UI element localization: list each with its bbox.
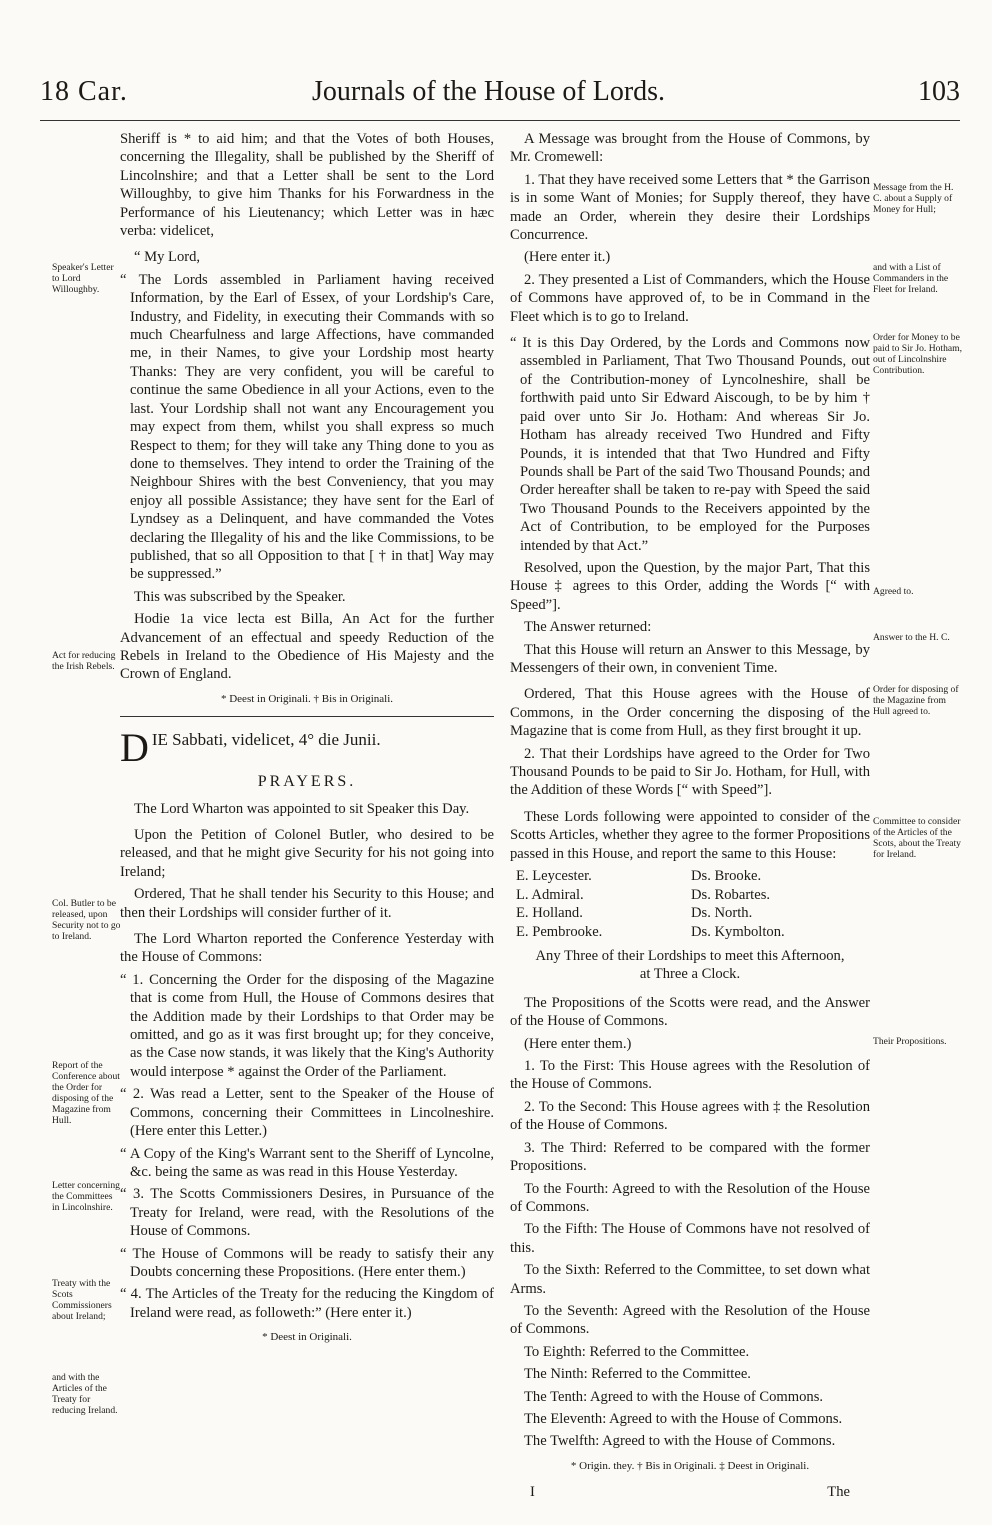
paragraph: Ordered, That this House agrees with the House of Commons, in the Order concerning the disposing of the Magazine that is come from Hull, as they first brought it up. — [510, 686, 870, 740]
paragraph: 2. That their Lordships have agreed to the Order for Two Thousand Pounds to be paid to Sir Jo. Hotham, for Hull, with the Addition of these Words [“ with Speed”]. — [510, 745, 870, 799]
paragraph: “ 2. Was read a Letter, sent to the Speaker of the House of Commons, concerning their Committees in Lincolneshire. (Here enter this Letter.) — [120, 1086, 494, 1140]
paragraph: The Eleventh: Agreed to with the House of Commons. — [524, 1410, 843, 1427]
footnote: * Deest in Originali. — [262, 1331, 352, 1344]
paragraph: Upon the Petition of Colonel Butler, who desired to be released, and that he might give Security for his not going into Ireland; — [120, 827, 494, 880]
paragraph: “ 1. Concerning the Order for the disposing of the Magazine that is come from Hull, the House of Commons desires that the Addition made by their Lordships to that Order may be omitted, and go as it was first brought up; for they conceive, as the Case now stands, it was likely that the King's Authority would interpose * against the Order of the Parliament. — [120, 971, 494, 1080]
paragraph: The Tenth: Agreed to with the House of Commons. — [524, 1388, 824, 1405]
paragraph: These Lords following were appointed to consider of the Scotts Articles, whether they agree to the former Propositions passed in this House, and report the same to this House: — [510, 808, 870, 862]
header-rule — [40, 120, 960, 121]
margin-note: Act for reducing the Irish Rebels. — [52, 650, 116, 672]
margin-note: Letter concerning the Committees in Lincolnshire. — [52, 1180, 120, 1213]
paragraph: This was subscribed by the Speaker. — [134, 588, 346, 605]
committee-member: E. Leycester. — [516, 868, 592, 885]
letter-salutation: “ My Lord, — [134, 249, 201, 266]
paragraph: “ The House of Commons will be ready to satisfy their any Doubts concerning these Propositions. (Here enter them.) — [120, 1245, 494, 1280]
margin-note: Agreed to. — [873, 586, 914, 597]
page-foot — [510, 1483, 870, 1501]
page-number: 103 — [918, 76, 960, 107]
paragraph: The Answer returned: — [524, 619, 652, 636]
prayers-heading: PRAYERS. — [257, 773, 357, 791]
letter-body: “ The Lords assembled in Parliament having received Information, by the Earl of Essex, of your Lordship's Care, Industry, and Fidelity, in executing their Commands with so much Chearfulness and large Affections, have commanded me, in their Names, to give your Lordship most hearty Thanks: They are very confident, you will be careful to continue the same Obedience in all your Actions, even to the last. Your Lordship shall not want any Encouragement you may expect from them, whilst you shall express so much Respect to them; for they will take any Thing done to you as done to themselves. They intend to order the Training of the Neighbour Shires with the best Conveniency, that you may enjoy all possible Assistance; they have sent for the Earl of Lyndsey as a Delinquent, and have commanded the Votes declaring the Illegality of his and the like Commissions, to be published, that so all Opposition to that [ † in that] Way may be suppressed.” — [120, 271, 494, 583]
paragraph: The Twelfth: Agreed to with the House of Commons. — [524, 1433, 836, 1450]
committee-barons — [691, 867, 866, 941]
margin-note: Order for Money to be paid to Sir Jo. Hotham, out of Lincolnshire Contribution. — [873, 332, 963, 376]
catchword: The — [827, 1484, 850, 1501]
paragraph: A Message was brought from the House of Commons, by Mr. Cromewell: — [510, 131, 870, 166]
paragraph: The Lord Wharton reported the Conference Yesterday with the House of Commons: — [120, 931, 494, 966]
committee-member: Ds. North. — [691, 905, 753, 922]
footnote: * Deest in Originali. † Bis in Originali. — [220, 692, 393, 705]
committee-member: Ds. Robartes. — [691, 886, 771, 903]
paragraph: The Lord Wharton was appointed to sit Speaker this Day. — [134, 800, 470, 817]
section-rule — [120, 716, 494, 717]
paragraph: 3. The Third: Referred to be compared with the former Propositions. — [510, 1139, 870, 1175]
committee-member: E. Pembrooke. — [516, 923, 603, 940]
committee-member: L. Admiral. — [516, 886, 584, 903]
running-title: Journals of the House of Lords. — [312, 76, 666, 107]
margin-note: Message from the H. C. about a Supply of Money for Hull; — [873, 182, 954, 215]
paragraph: To Eighth: Referred to the Committee. — [524, 1343, 750, 1360]
margin-note: and with a List of Commanders in the Fleet for Ireland. — [873, 262, 949, 295]
margin-note: Answer to the H. C. — [873, 632, 950, 643]
paragraph: Sheriff is * to aid him; and that the Votes of both Houses, concerning the Illegality, shall be published by the Sheriff of Lincolnshire; and that a Letter shall be sent to the Lord Willoughby, to give him Thanks for his Forwardness in the Performance of his Lieutenancy; which Letter was in hæc verba: videlicet, — [120, 131, 494, 240]
paragraph: That this House will return an Answer to this Message, by Messengers of their own, in convenient Time. — [510, 641, 870, 676]
margin-note: Committee to consider of the Articles of the Scots, about the Treaty for Ireland. — [873, 816, 961, 860]
order-text: “ It is this Day Ordered, by the Lords and Commons now assembled in Parliament, That Two Thousand Pounds, out of the Contribution-money of Lyncolneshire, shall be forthwith paid unto Sir Edward Aiscough, to be by him † paid over unto Sir Jo. Hotham: And whereas Sir Jo. Hotham has already received Two Hundred and Fifty Pounds, it is intended that that Two Hundred and Fifty Pounds shall be Part of the said Two Thousand Pounds; and Order hereafter shall be taken to re-pay with Speed the said Two Thousand Pounds to the Receivers appointed by the Act of Contribution, to be employed for the Purposes intended by that Act.” — [510, 335, 870, 554]
committee-member: Ds. Kymbolton. — [691, 923, 785, 940]
margin-note: Their Propositions. — [873, 1036, 947, 1047]
paragraph: To the Fifth: The House of Commons have not resolved of this. — [510, 1221, 870, 1256]
paragraph: Ordered, That he shall tender his Security to this House; and then their Lordships will consider further of it. — [120, 886, 494, 921]
paragraph: To the Fourth: Agreed to with the Resolution of the House of Commons. — [510, 1180, 870, 1215]
margin-note: and with the Articles of the Treaty for reducing Ireland. — [52, 1372, 118, 1416]
paragraph: Hodie 1a vice lecta est Billa, An Act for the further Advancement of an effectual and speedy Reduction of the Rebels in Ireland to the Obedience of His Majesty and the Crown of England. — [120, 611, 494, 683]
day-heading-text: IE Sabbati, videlicet, 4° die Junii. — [151, 730, 381, 750]
committee-member: Ds. Brooke. — [691, 868, 762, 885]
margin-note: Treaty with the Scots Commissioners about Ireland; — [52, 1278, 112, 1322]
regnal-year: 18 Car. — [40, 76, 128, 107]
margin-note: Col. Butler to be released, upon Security not to go to Ireland. — [52, 898, 121, 942]
paragraph: (Here enter them.) — [524, 1035, 632, 1052]
paragraph: Resolved, upon the Question, by the major Part, That this House ‡ agrees to this Order, adding the Words [“ with Speed”]. — [510, 559, 870, 613]
page-header — [40, 76, 960, 116]
committee-list — [516, 867, 870, 941]
drop-cap: D — [120, 725, 149, 771]
paragraph: 1. That they have received some Letters that * the Garrison is in some Want of Monies; for Supply thereof, they have made an Order, wherein they desire their Lordships Concurrence. — [510, 171, 870, 244]
paragraph: 2. They presented a List of Commanders, which the House of Commons have approved of, to be in Command in the Fleet which is to go to Ireland. — [510, 271, 870, 325]
signature-mark: I — [530, 1484, 535, 1501]
margin-note: Speaker's Letter to Lord Willoughby. — [52, 262, 114, 295]
meeting-note: Any Three of their Lordships to meet this Afternoon, at Three a Clock. — [535, 948, 845, 983]
committee-member: E. Holland. — [516, 905, 583, 922]
right-column — [510, 130, 870, 1502]
paragraph: “ 3. The Scotts Commissioners Desires, in Pursuance of the Treaty for Ireland, were read, with the Resolutions of the House of Commons. — [120, 1186, 494, 1240]
paragraph: “ 4. The Articles of the Treaty for the reducing the Kingdom of Ireland were read, as followeth:” (Here enter it.) — [120, 1286, 494, 1321]
paragraph: (Here enter it.) — [524, 249, 611, 266]
paragraph: To the Seventh: Agreed with the Resolution of the House of Commons. — [510, 1302, 870, 1338]
committee-earls — [516, 867, 691, 941]
paragraph: The Propositions of the Scotts were read, and the Answer of the House of Commons. — [510, 994, 870, 1030]
paragraph: To the Sixth: Referred to the Committee, to set down what Arms. — [510, 1262, 870, 1297]
paragraph: 2. To the Second: This House agrees with ‡ the Resolution of the House of Commons. — [510, 1098, 870, 1134]
margin-note: Report of the Conference about the Order for disposing of the Magazine from Hull. — [52, 1060, 120, 1126]
paragraph: The Ninth: Referred to the Committee. — [524, 1366, 751, 1383]
left-column — [120, 130, 494, 1355]
footnote: * Origin. they. † Bis in Originali. ‡ Deest in Originali. — [570, 1459, 810, 1472]
paragraph: 1. To the First: This House agrees with the Resolution of the House of Commons. — [510, 1058, 870, 1093]
day-heading — [120, 725, 494, 771]
margin-note: Order for disposing of the Magazine from Hull agreed to. — [873, 684, 959, 717]
paragraph: “ A Copy of the King's Warrant sent to the Sheriff of Lyncolne, &c. being the same as was read in this House Yesterday. — [120, 1145, 494, 1180]
